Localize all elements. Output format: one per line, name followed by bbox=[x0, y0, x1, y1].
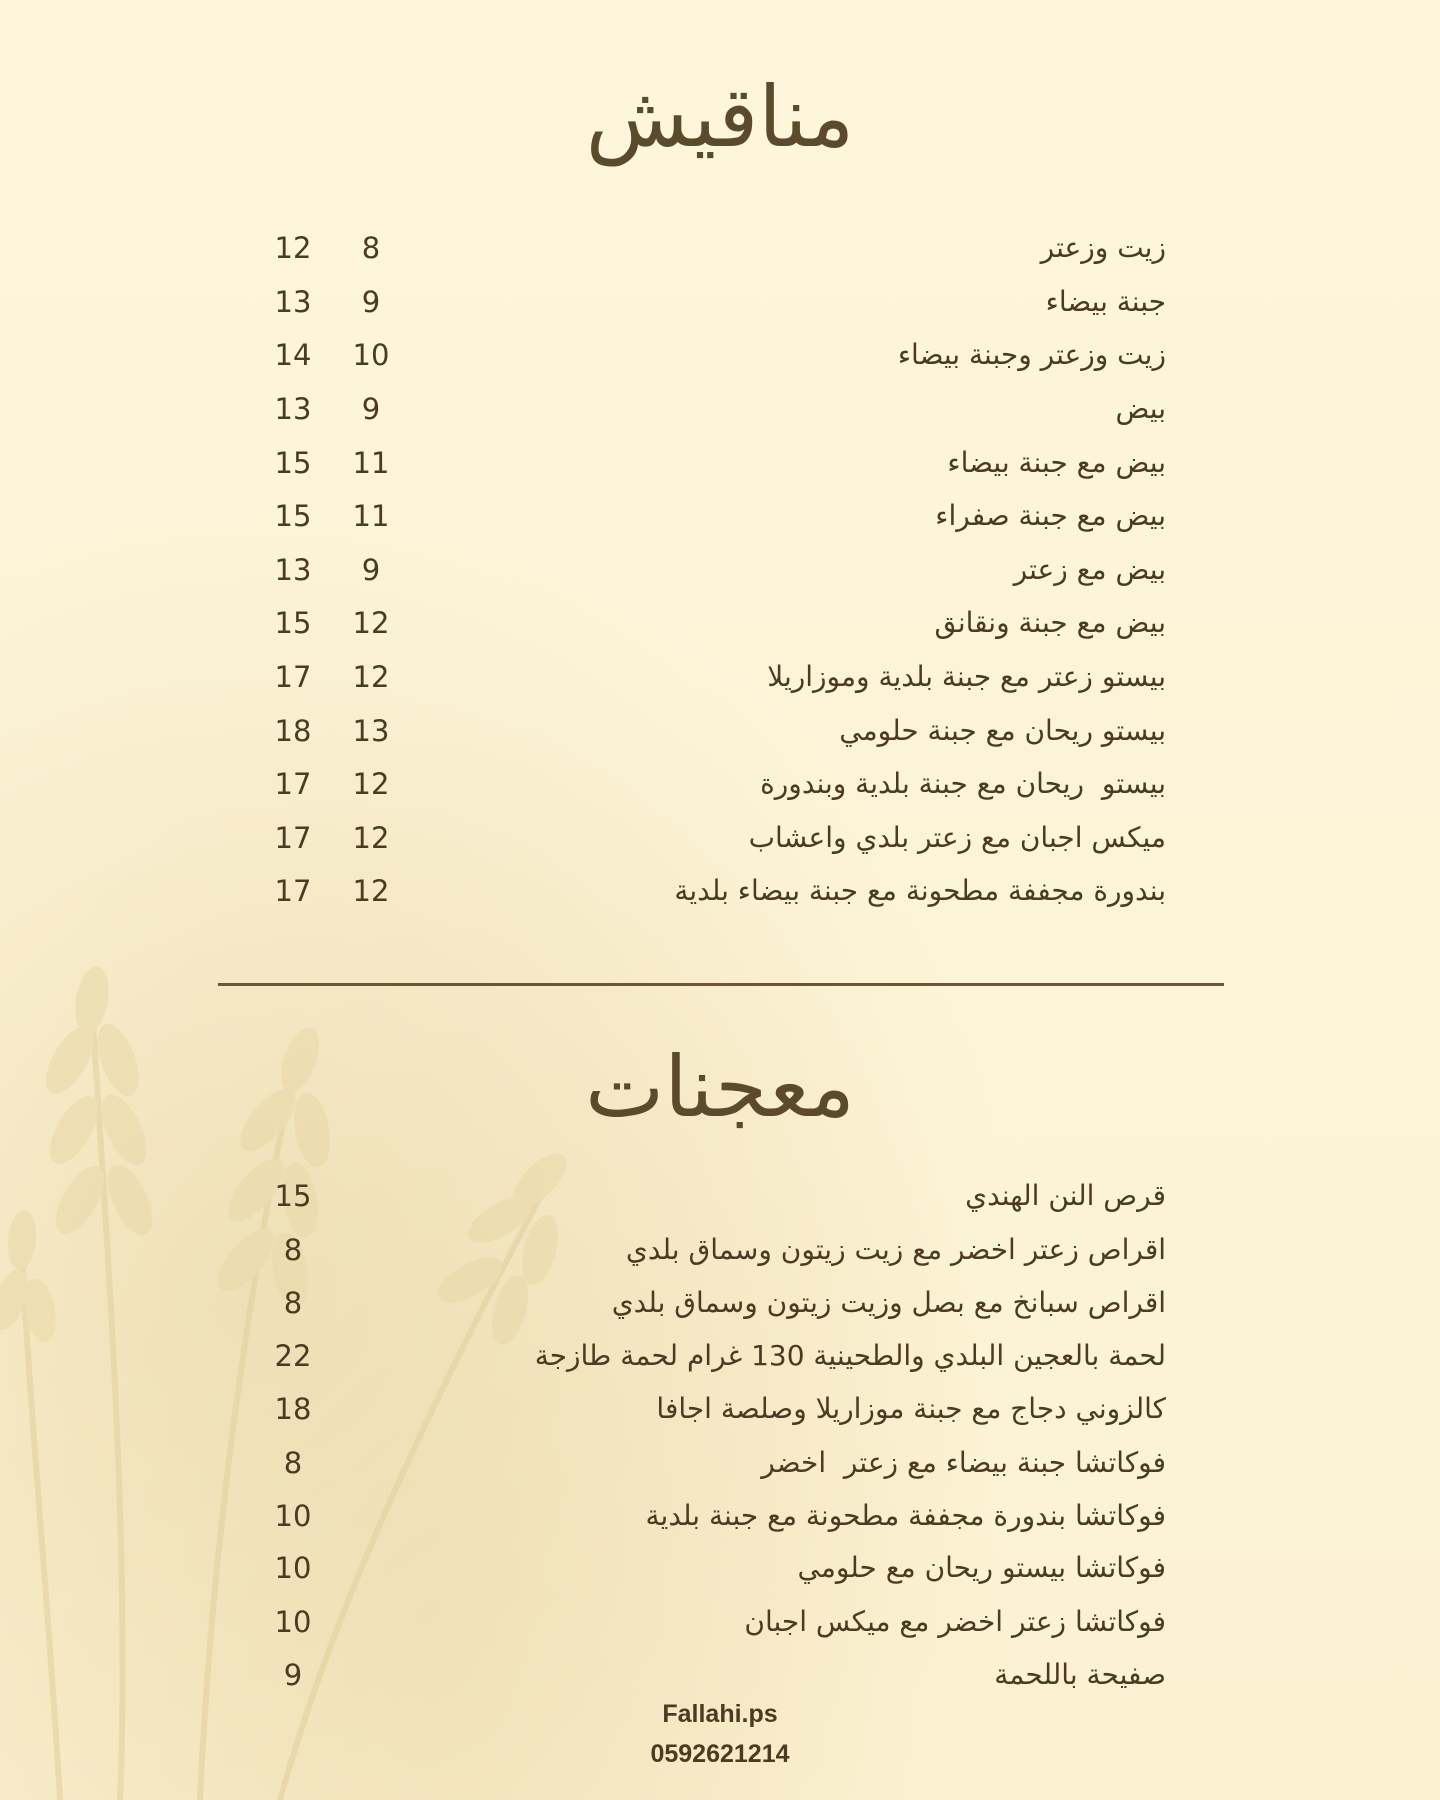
price-large: 17 bbox=[274, 660, 312, 694]
list-item bbox=[0, 1494, 1440, 1546]
item-name: بيستو زعتر مع جبنة بلدية وموزاريلا bbox=[767, 660, 1166, 693]
list-item bbox=[0, 762, 1440, 814]
price: 8 bbox=[283, 1233, 303, 1267]
price: 9 bbox=[283, 1658, 303, 1692]
item-name: زيت وزعتر bbox=[1040, 231, 1166, 264]
price: 18 bbox=[274, 1392, 312, 1426]
price-small: 11 bbox=[352, 499, 390, 533]
item-name: اقراص زعتر اخضر مع زيت زيتون وسماق بلدي bbox=[625, 1233, 1166, 1266]
item-name: صفيحة باللحمة bbox=[994, 1658, 1166, 1691]
price-large: 17 bbox=[274, 821, 312, 855]
footer-phone: 0592621214 bbox=[650, 1740, 790, 1768]
price: 22 bbox=[274, 1339, 312, 1373]
item-name: فوكاتشا بيستو ريحان مع حلومي bbox=[797, 1551, 1166, 1584]
price: 15 bbox=[274, 1179, 312, 1213]
list-item bbox=[0, 869, 1440, 921]
list-item bbox=[0, 1441, 1440, 1493]
item-name: بيض مع زعتر bbox=[1013, 553, 1166, 586]
list-item bbox=[0, 226, 1440, 278]
price-small: 12 bbox=[352, 606, 390, 640]
price-large: 13 bbox=[274, 285, 312, 319]
list-item bbox=[0, 709, 1440, 761]
item-name: اقراص سبانخ مع بصل وزيت زيتون وسماق بلدي bbox=[611, 1286, 1166, 1319]
price-small: 12 bbox=[352, 767, 390, 801]
item-name: بيض مع جبنة ونقانق bbox=[934, 606, 1166, 639]
list-item bbox=[0, 1174, 1440, 1226]
list-item bbox=[0, 1387, 1440, 1439]
price-small: 8 bbox=[361, 231, 381, 265]
price-small: 10 bbox=[352, 338, 390, 372]
item-name: بيستو ريحان مع جبنة حلومي bbox=[839, 714, 1166, 747]
list-item bbox=[0, 280, 1440, 332]
item-name: بيض مع جبنة صفراء bbox=[935, 499, 1166, 532]
list-item bbox=[0, 1653, 1440, 1705]
list-item bbox=[0, 441, 1440, 493]
price-large: 15 bbox=[274, 446, 312, 480]
price-small: 12 bbox=[352, 821, 390, 855]
list-item bbox=[0, 1228, 1440, 1280]
price-small: 13 bbox=[352, 714, 390, 748]
section-title-manaqish: مناقيش bbox=[585, 68, 855, 166]
item-name: لحمة بالعجين البلدي والطحينية 130 غرام لحمة طازجة bbox=[534, 1339, 1166, 1372]
item-name: فوكاتشا بندورة مجففة مطحونة مع جبنة بلدية bbox=[645, 1499, 1166, 1532]
price: 8 bbox=[283, 1286, 303, 1320]
item-name: كالزوني دجاج مع جبنة موزاريلا وصلصة اجافا bbox=[656, 1392, 1166, 1425]
price-small: 12 bbox=[352, 874, 390, 908]
list-item bbox=[0, 333, 1440, 385]
price-small: 9 bbox=[361, 392, 381, 426]
price-small: 12 bbox=[352, 660, 390, 694]
price-large: 12 bbox=[274, 231, 312, 265]
section-title-muajjanat: معجنات bbox=[585, 1038, 855, 1136]
footer-website: Fallahi.ps bbox=[662, 1700, 778, 1728]
list-item bbox=[0, 816, 1440, 868]
price-large: 17 bbox=[274, 767, 312, 801]
list-item bbox=[0, 1334, 1440, 1386]
item-name: فوكاتشا جبنة بيضاء مع زعتر اخضر bbox=[761, 1446, 1166, 1479]
price-large: 14 bbox=[274, 338, 312, 372]
price-small: 9 bbox=[361, 553, 381, 587]
list-item bbox=[0, 387, 1440, 439]
price-large: 13 bbox=[274, 553, 312, 587]
list-item bbox=[0, 1600, 1440, 1652]
price: 10 bbox=[274, 1499, 312, 1533]
price-large: 15 bbox=[274, 499, 312, 533]
list-item bbox=[0, 1546, 1440, 1598]
item-name: بيستو ريحان مع جبنة بلدية وبندورة bbox=[760, 767, 1166, 800]
price: 10 bbox=[274, 1551, 312, 1585]
item-name: ميكس اجبان مع زعتر بلدي واعشاب bbox=[748, 821, 1166, 854]
item-name: زيت وزعتر وجبنة بيضاء bbox=[897, 338, 1166, 371]
section-divider bbox=[218, 983, 1224, 986]
price: 8 bbox=[283, 1446, 303, 1480]
list-item bbox=[0, 601, 1440, 653]
item-name: قرص النن الهندي bbox=[965, 1179, 1166, 1212]
list-item bbox=[0, 655, 1440, 707]
price-small: 9 bbox=[361, 285, 381, 319]
item-name: جبنة بيضاء bbox=[1045, 285, 1166, 318]
item-name: بيض مع جبنة بيضاء bbox=[947, 446, 1166, 479]
list-item bbox=[0, 548, 1440, 600]
price-small: 11 bbox=[352, 446, 390, 480]
price-large: 15 bbox=[274, 606, 312, 640]
item-name: فوكاتشا زعتر اخضر مع ميكس اجبان bbox=[744, 1605, 1166, 1638]
price-large: 13 bbox=[274, 392, 312, 426]
price: 10 bbox=[274, 1605, 312, 1639]
price-large: 18 bbox=[274, 714, 312, 748]
list-item bbox=[0, 1281, 1440, 1333]
item-name: بيض bbox=[1115, 392, 1166, 425]
item-name: بندورة مجففة مطحونة مع جبنة بيضاء بلدية bbox=[674, 874, 1166, 907]
list-item bbox=[0, 494, 1440, 546]
price-large: 17 bbox=[274, 874, 312, 908]
